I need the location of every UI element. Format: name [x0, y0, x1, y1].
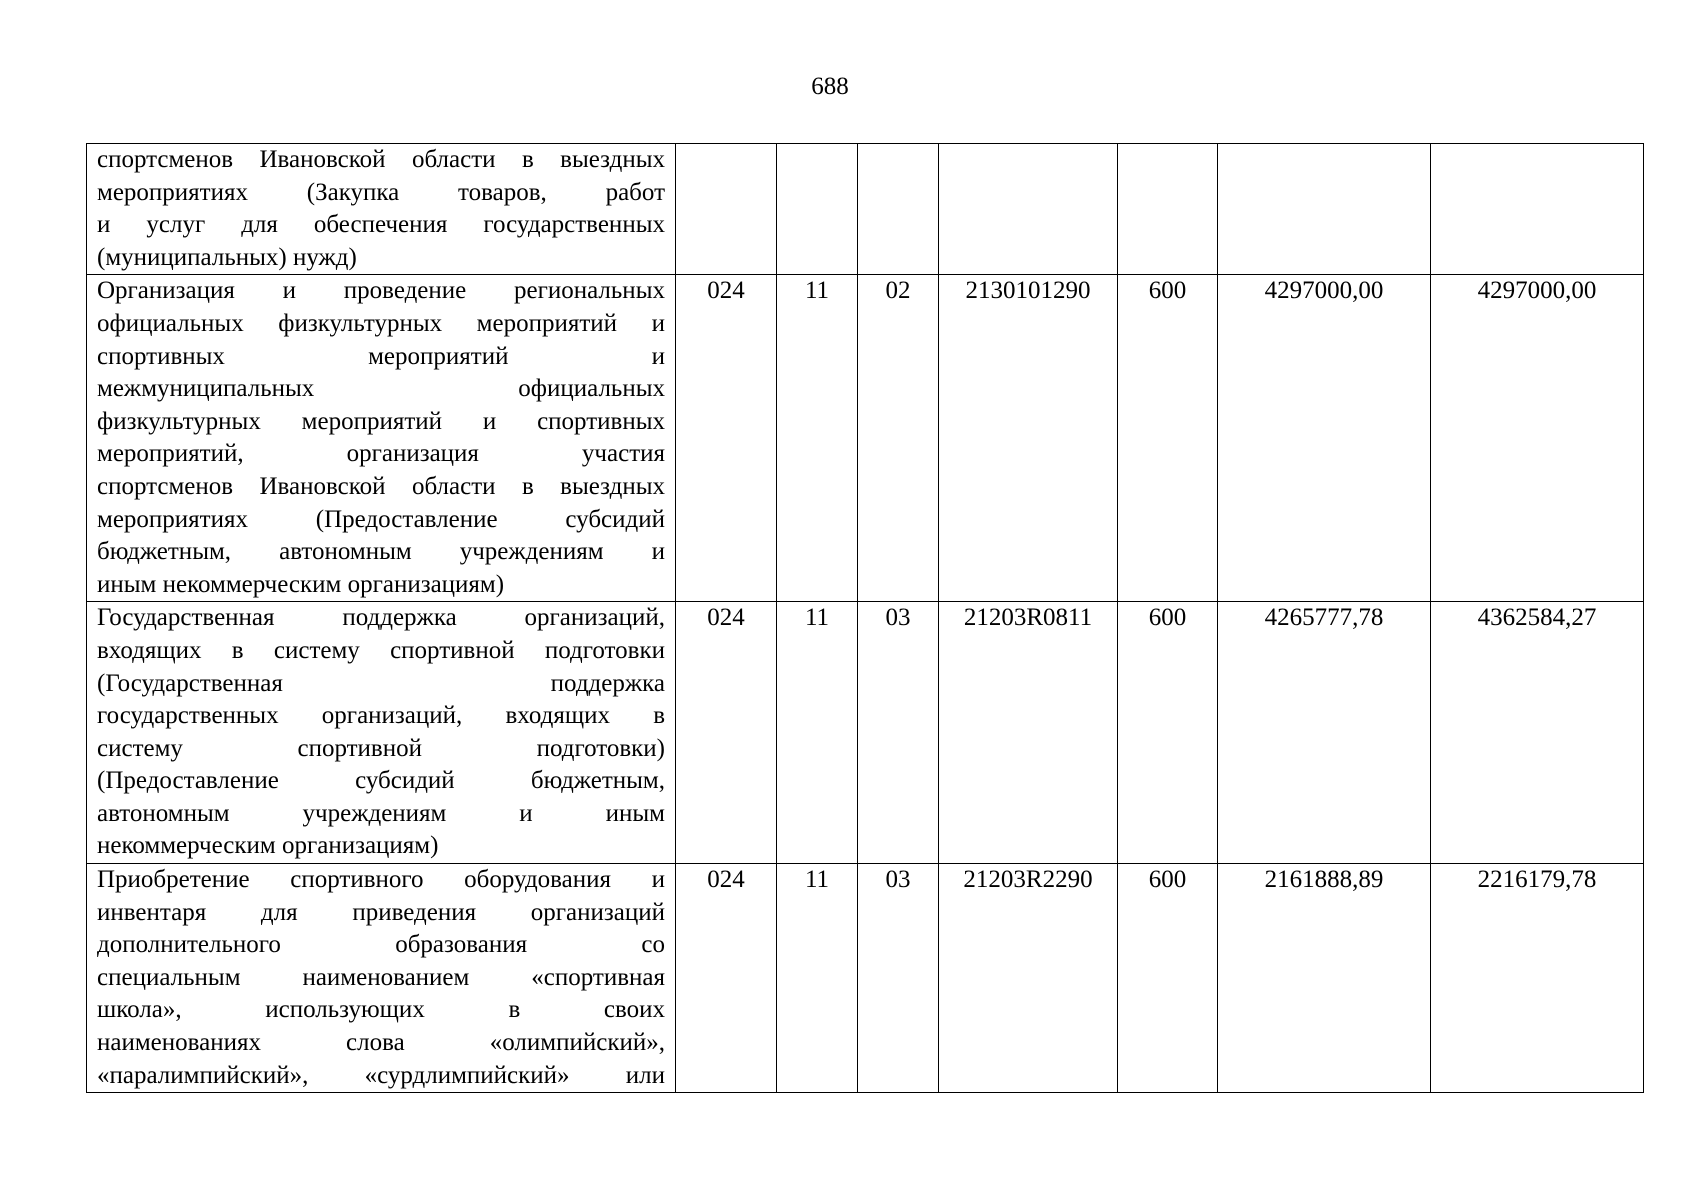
table-row [87, 864, 1644, 1093]
amount-second-year: 4297000,00 [1431, 275, 1644, 602]
budget-table [86, 143, 1644, 1093]
table-row [87, 275, 1644, 602]
amount-second-year: 4362584,27 [1431, 602, 1644, 864]
amount-first-year [1218, 144, 1431, 275]
section-code: 11 [777, 864, 858, 1093]
expense-type-code: 600 [1118, 275, 1218, 602]
target-article-code: 2130101290 [939, 275, 1118, 602]
section-code [777, 144, 858, 275]
expense-type-code [1118, 144, 1218, 275]
table-row [87, 144, 1644, 275]
page-number: 688 [811, 73, 849, 100]
amount-first-year: 2161888,89 [1218, 864, 1431, 1093]
ministry-code: 024 [676, 275, 777, 602]
expense-description: Государственная поддержка организаций, входящих в систему спортивной подготовки (Государственная поддержка государственных организаций, входящих в систему спортивной подготовки) (Предоставление субсидий бюджетным, автономным учреждениям и иным некоммерческим организациям) [87, 602, 676, 864]
amount-second-year: 2216179,78 [1431, 864, 1644, 1093]
subsection-code: 03 [858, 602, 939, 864]
table-row [87, 602, 1644, 864]
expense-description: Организация и проведение региональных официальных физкультурных мероприятий и спортивных мероприятий и межмуниципальных официальных физкультурных мероприятий и спортивных мероприятий, организация участия спортсменов Ивановской области в выездных мероприятиях (Предоставление субсидий бюджетным, автономным учреждениям и иным некоммерческим организациям) [87, 275, 676, 602]
section-code: 11 [777, 602, 858, 864]
expense-description: спортсменов Ивановской области в выездных мероприятиях (Закупка товаров, работ и услуг для обеспечения государственных (муниципальных) нужд) [87, 144, 676, 275]
expense-type-code: 600 [1118, 602, 1218, 864]
ministry-code: 024 [676, 602, 777, 864]
amount-first-year: 4297000,00 [1218, 275, 1431, 602]
expense-type-code: 600 [1118, 864, 1218, 1093]
ministry-code [676, 144, 777, 275]
subsection-code [858, 144, 939, 275]
ministry-code: 024 [676, 864, 777, 1093]
target-article-code [939, 144, 1118, 275]
subsection-code: 02 [858, 275, 939, 602]
target-article-code: 21203R2290 [939, 864, 1118, 1093]
subsection-code: 03 [858, 864, 939, 1093]
expense-description: Приобретение спортивного оборудования и инвентаря для приведения организаций дополнительного образования со специальным наименованием «спортивная школа», использующих в своих наименованиях слова «олимпийский», «паралимпийский», «сурдлимпийский» или [87, 864, 676, 1093]
target-article-code: 21203R0811 [939, 602, 1118, 864]
amount-second-year [1431, 144, 1644, 275]
amount-first-year: 4265777,78 [1218, 602, 1431, 864]
section-code: 11 [777, 275, 858, 602]
